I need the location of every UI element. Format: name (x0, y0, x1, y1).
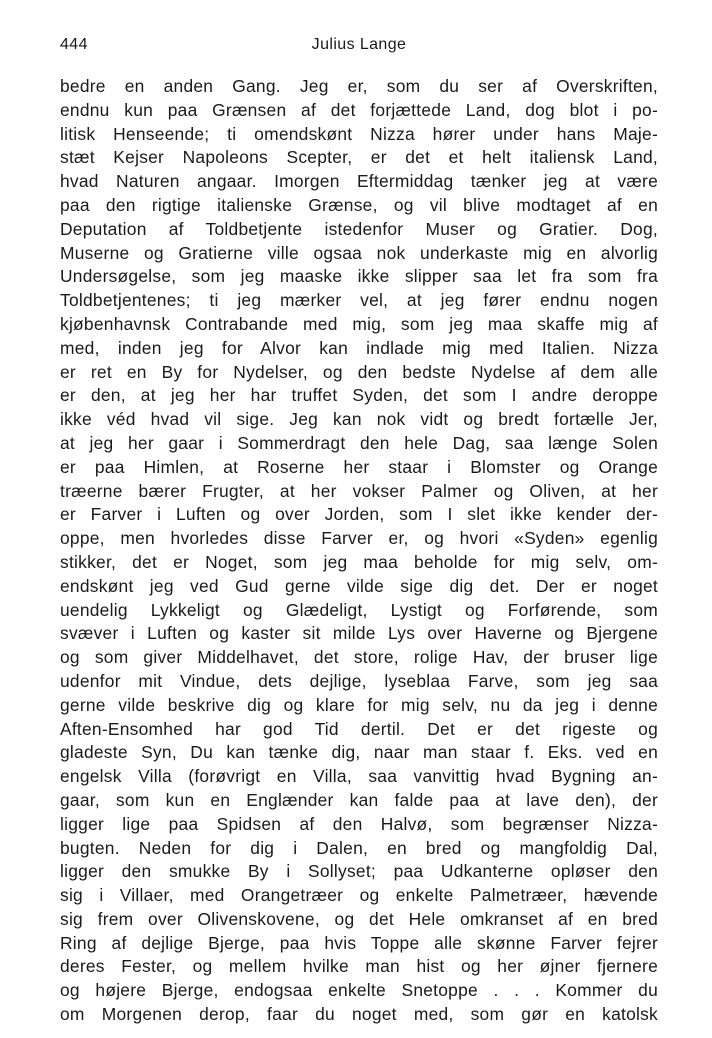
text-line: er ret en By for Nydelser, og den bedste Nydelse af dem alle (60, 361, 658, 382)
body-text (60, 75, 658, 1027)
text-line: oppe, men hvorledes disse Farver er, og hvori «Syden» egenlig (60, 528, 658, 549)
text-line: engelsk Villa (forøvrigt en Villa, saa vanvittig hvad Bygning an- (60, 766, 658, 787)
text-line: kjøbenhavnsk Contrabande med mig, som jeg maa skaffe mig af (60, 313, 658, 334)
text-line: og højere Bjerge, endogsaa enkelte Snetoppe . . . Kommer du (60, 980, 658, 1001)
text-line: endskønt jeg ved Gud gerne vilde sige dig det. Der er noget (60, 575, 658, 596)
text-line: Ring af dejlige Bjerge, paa hvis Toppe alle skønne Farver fejrer (60, 932, 658, 953)
text-line: Muserne og Gratierne ville ogsaa nok underkaste mig en alvorlig (60, 242, 658, 263)
text-line: Toldbetjentenes; ti jeg mærker vel, at jeg fører endnu nogen (60, 290, 658, 311)
text-line: om Morgenen derop, faar du noget med, som gør en katolsk (60, 1004, 658, 1025)
text-line: Deputation af Toldbetjente istedenfor Muser og Gratier. Dog, (60, 218, 658, 239)
text-line: litisk Henseende; ti omendskønt Nizza hører under hans Maje- (60, 123, 658, 144)
text-line: svæver i Luften og kaster sit milde Lys over Haverne og Bjergene (60, 623, 658, 644)
text-line: stikker, det er Noget, som jeg maa beholde for mig selv, om- (60, 551, 658, 572)
page-header (60, 36, 658, 60)
text-line: er Farver i Luften og over Jorden, som I slet ikke kender der- (60, 504, 658, 525)
text-line: sig frem over Olivenskovene, og det Hele omkranset af en bred (60, 908, 658, 929)
text-line: gaar, som kun en Englænder kan falde paa at lave den), der (60, 789, 658, 810)
text-line: Undersøgelse, som jeg maaske ikke slipper saa let fra som fra (60, 266, 658, 287)
text-line: ligger den smukke By i Sollyset; paa Udkanterne opløser den (60, 861, 658, 882)
text-line: gladeste Syn, Du kan tænke dig, naar man staar f. Eks. ved en (60, 742, 658, 763)
text-line: paa den rigtige italienske Grænse, og vil blive modtaget af en (60, 194, 658, 215)
text-line: deres Fester, og mellem hvilke man hist og her øjner fjernere (60, 956, 658, 977)
text-line: bedre en anden Gang. Jeg er, som du ser af Overskriften, (60, 76, 658, 96)
text-line: er den, at jeg her har truffet Syden, det som I andre deroppe (60, 385, 658, 406)
text-line: udenfor mit Vindue, dets dejlige, lyseblaa Farve, som jeg saa (60, 670, 658, 691)
text-line: hvad Naturen angaar. Imorgen Eftermiddag tænker jeg at være (60, 171, 658, 192)
text-line: ligger lige paa Spidsen af den Halvø, som begrænser Nizza- (60, 813, 658, 834)
page-number: 444 (60, 36, 88, 53)
text-line: og som giver Middelhavet, det store, rolige Hav, der bruser lige (60, 647, 658, 668)
text-line: Aften-Ensomhed har god Tid dertil. Det er det rigeste og (60, 718, 658, 739)
text-line: ikke véd hvad vil sige. Jeg kan nok vidt og bredt fortælle Jer, (60, 409, 658, 430)
text-line: uendelig Lykkeligt og Glædeligt, Lystigt og Forførende, som (60, 599, 658, 620)
text-line: stæt Kejser Napoleons Scepter, er det et helt italiensk Land, (60, 147, 658, 168)
text-line: sig i Villaer, med Orangetræer og enkelte Palmetræer, hævende (60, 885, 658, 906)
text-line: bugten. Neden for dig i Dalen, en bred og mangfoldig Dal, (60, 837, 658, 858)
text-line: endnu kun paa Grænsen af det forjættede Land, dog blot i po- (60, 99, 658, 120)
text-line: træerne bærer Frugter, at her vokser Palmer og Oliven, at her (60, 480, 658, 501)
text-line: er paa Himlen, at Roserne her staar i Blomster og Orange (60, 456, 658, 477)
text-line: at jeg her gaar i Sommerdragt den hele Dag, saa længe Solen (60, 432, 658, 453)
running-head: Julius Lange (311, 36, 407, 53)
text-line: gerne vilde beskrive dig og klare for mig selv, nu da jeg i denne (60, 694, 658, 715)
text-line: med, inden jeg for Alvor kan indlade mig med Italien. Nizza (60, 337, 658, 358)
